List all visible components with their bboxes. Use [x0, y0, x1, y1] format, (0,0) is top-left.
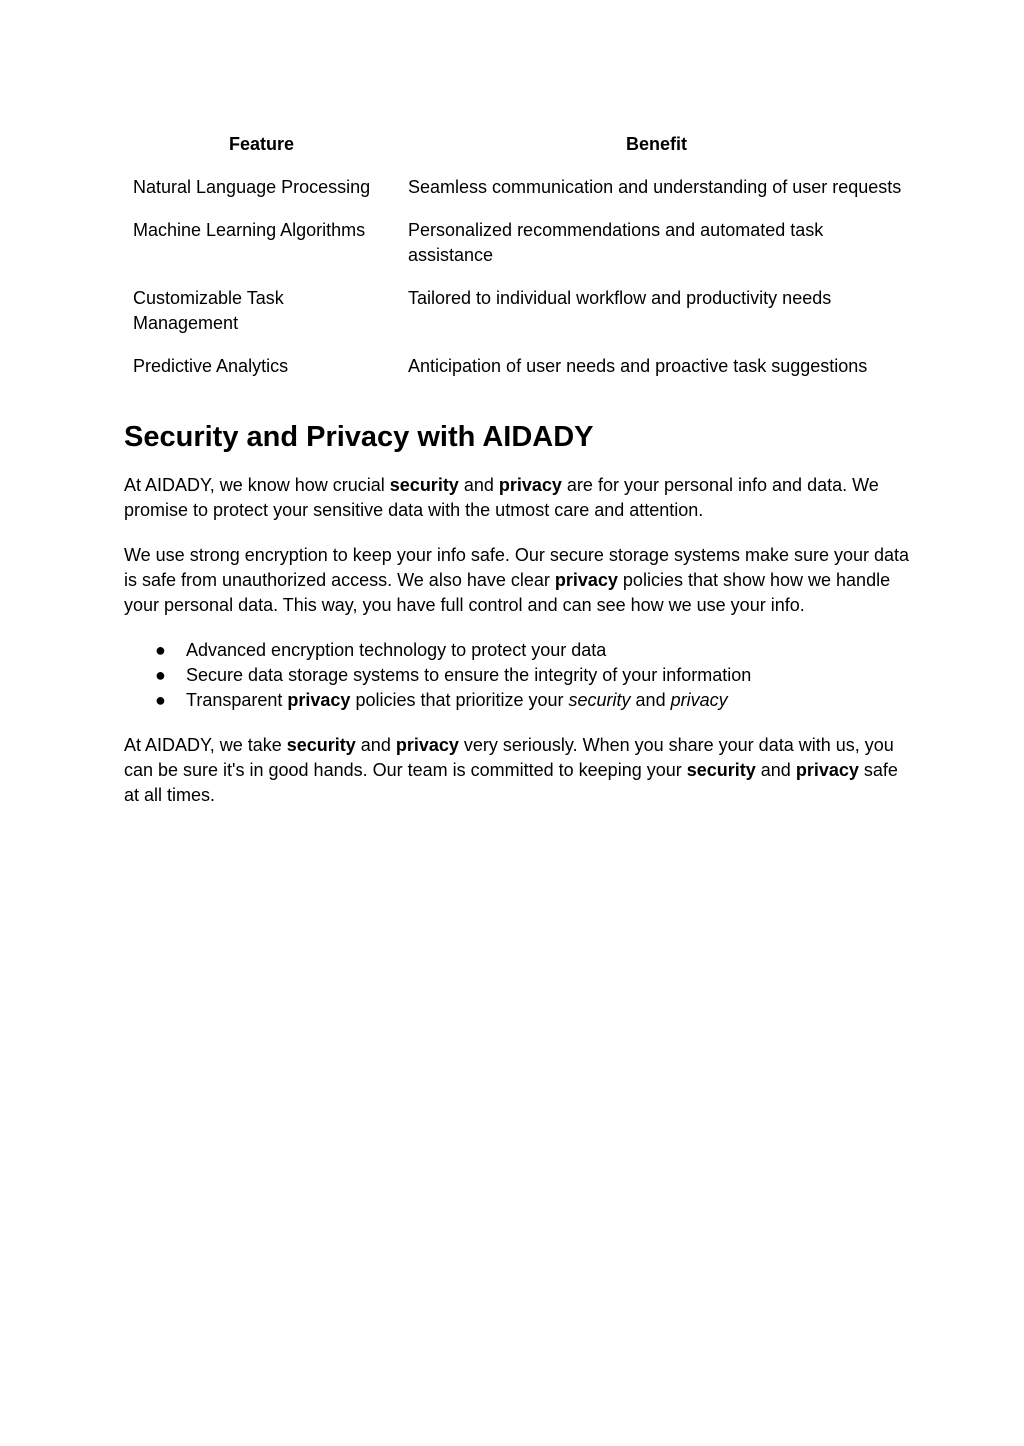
feature-benefit-table	[124, 128, 914, 393]
text-run: very seriously. When you share your data with us, you can be sure it's in good hands. Our team is committed to keeping your	[124, 735, 894, 780]
text-run: and	[458, 475, 499, 495]
document-page	[124, 128, 914, 828]
table-row	[124, 350, 914, 393]
list-item	[124, 688, 914, 713]
table-header-benefit: Benefit	[625, 134, 687, 154]
bullet-dot-icon: ●	[155, 640, 166, 660]
bold-security: security	[286, 735, 356, 755]
feature-cell: Machine Learning Algorithms	[133, 220, 366, 240]
italic-privacy: privacy	[670, 690, 728, 710]
list-item	[124, 638, 914, 663]
benefit-cell: Seamless communication and understanding of user requests	[408, 177, 902, 197]
bullet-dot-icon: ●	[155, 690, 166, 710]
table-row	[124, 282, 914, 350]
feature-cell: Predictive Analytics	[133, 356, 289, 376]
text-run: and	[755, 760, 796, 780]
italic-security: security	[568, 690, 631, 710]
bold-security: security	[389, 475, 459, 495]
table-header-feature: Feature	[228, 134, 295, 154]
bold-privacy: privacy	[287, 690, 351, 710]
section-heading: Security and Privacy with AIDADY	[124, 421, 594, 453]
bold-privacy: privacy	[554, 570, 618, 590]
benefit-cell: Anticipation of user needs and proactive task suggestions	[408, 356, 868, 376]
bullet-list	[124, 638, 914, 713]
benefit-cell: Tailored to individual workflow and productivity needs	[408, 288, 832, 308]
text-run: We use strong encryption to keep your info safe. Our secure storage systems make sure your data is safe from unauthorized access. We also have clear	[124, 545, 910, 590]
text-run: At AIDADY, we take	[124, 735, 287, 755]
paragraph-encryption	[124, 543, 914, 618]
text-run: At AIDADY, we know how crucial	[124, 475, 390, 495]
text-run: and	[630, 690, 671, 710]
benefit-cell: Personalized recommendations and automated task assistance	[408, 220, 824, 265]
feature-cell: Customizable Task Management	[133, 288, 284, 333]
bold-privacy: privacy	[498, 475, 562, 495]
bullet-dot-icon: ●	[155, 665, 166, 685]
table-row	[124, 214, 914, 282]
paragraph-closing	[124, 733, 914, 808]
bold-privacy: privacy	[395, 735, 459, 755]
text-run: and	[355, 735, 396, 755]
table-header-row	[124, 128, 914, 171]
bold-security: security	[686, 760, 756, 780]
list-item-text: Advanced encryption technology to protect your data	[186, 640, 607, 660]
text-run: policies that prioritize your	[350, 690, 569, 710]
list-item-text: Secure data storage systems to ensure the integrity of your information	[186, 665, 752, 685]
bold-privacy: privacy	[795, 760, 859, 780]
table-row	[124, 171, 914, 214]
text-run: Transparent	[186, 690, 288, 710]
feature-cell: Natural Language Processing	[133, 177, 371, 197]
list-item	[124, 663, 914, 688]
text-run: policies that show how we handle your personal data. This way, you have full control and can see how we use your info.	[124, 570, 891, 615]
paragraph-intro	[124, 473, 914, 523]
text-run: are for your personal info and data. We promise to protect your sensitive data with the utmost care and attention.	[124, 475, 879, 520]
text-run: safe at all times.	[124, 760, 898, 805]
